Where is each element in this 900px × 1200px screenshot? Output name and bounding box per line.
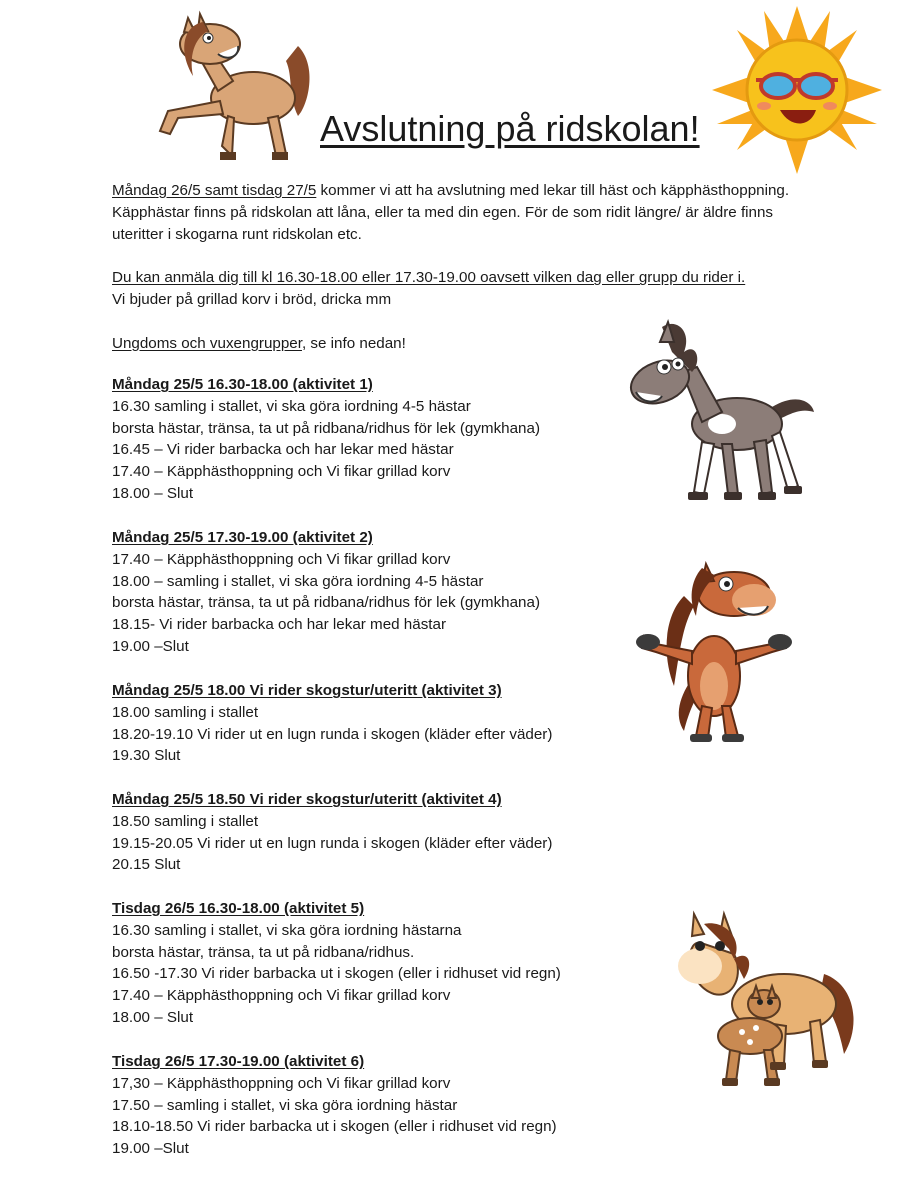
schedule-line: 18.50 samling i stallet <box>112 812 259 830</box>
activity-heading: Tisdag 26/5 17.30-19.00 (aktivitet 6) <box>112 1053 365 1070</box>
schedule-line: 17,30 – Käpphästhoppning och Vi fikar grillad korv <box>112 1074 451 1092</box>
intro-paragraph-1 <box>112 180 852 202</box>
schedule-line: borsta hästar, tränsa, ta ut på ridbana/ridhus för lek (gymkhana) <box>112 594 541 612</box>
schedule-line: 18.00 – samling i stallet, vi ska göra iordning 4-5 hästar <box>112 572 484 590</box>
schedule-line: 17.40 – Käpphästhoppning och Vi fikar grillad korv <box>112 550 451 568</box>
schedule-line: 20.15 Slut <box>112 856 181 874</box>
activity-section-4 <box>112 789 552 876</box>
schedule-line: 19.15-20.05 Vi rider ut en lugn runda i skogen (kläder efter väder) <box>112 834 553 852</box>
activity-heading: Måndag 25/5 18.00 Vi rider skogstur/uteritt (aktivitet 3) <box>112 682 502 699</box>
activity-section-5 <box>112 898 561 1029</box>
activity-heading: Tisdag 26/5 16.30-18.00 (aktivitet 5) <box>112 900 365 917</box>
intro-line-1-rest: kommer vi att ha avslutning med lekar till häst och käpphästhoppning. <box>316 182 790 199</box>
schedule-line: 18.00 – Slut <box>112 484 194 502</box>
schedule-line: 19.30 Slut <box>112 747 181 765</box>
schedule-line: 16.30 samling i stallet, vi ska göra iordning hästarna <box>112 921 462 939</box>
schedule-line: 17.50 – samling i stallet, vi ska göra iordning hästar <box>112 1096 458 1114</box>
intro-dates: Måndag 26/5 samt tisdag 27/5 <box>112 182 317 199</box>
schedule-line: 18.20-19.10 Vi rider ut en lugn runda i skogen (kläder efter väder) <box>112 725 553 743</box>
activity-heading: Måndag 25/5 18.50 Vi rider skogstur/uteritt (aktivitet 4) <box>112 791 502 808</box>
schedule-line: 19.00 –Slut <box>112 1140 189 1158</box>
activity-section-2 <box>112 527 540 658</box>
schedule-line: borsta hästar, tränsa, ta ut på ridbana/ridhus. <box>112 943 415 961</box>
activity-heading: Måndag 25/5 16.30-18.00 (aktivitet 1) <box>112 376 373 393</box>
schedule-line: 19.00 –Slut <box>112 637 189 655</box>
intro-line-3: uteritter i skogarna runt ridskolan etc. <box>112 225 362 243</box>
activity-section-1 <box>112 374 540 505</box>
waving-horse-icon <box>634 556 794 748</box>
signup-info: Du kan anmäla dig till kl 16.30-18.00 eller 17.30-19.00 oavsett vilken dag eller grupp du rider i. <box>112 269 746 287</box>
schedule-line: 18.00 – Slut <box>112 1008 194 1026</box>
activity-heading: Måndag 25/5 17.30-19.00 (aktivitet 2) <box>112 529 373 546</box>
schedule-line: 18.10-18.50 Vi rider barbacka ut i skogen (eller i ridhuset vid regn) <box>112 1118 557 1136</box>
schedule-line: 17.40 – Käpphästhoppning och Vi fikar grillad korv <box>112 987 451 1005</box>
food-info: Vi bjuder på grillad korv i bröd, dricka mm <box>112 291 392 309</box>
schedule-line: 17.40 – Käpphästhoppning och Vi fikar grillad korv <box>112 463 451 481</box>
youth-adult-note: Ungdoms och vuxengrupper, se info nedan! <box>112 334 406 352</box>
schedule-line: borsta hästar, tränsa, ta ut på ridbana/ridhus för lek (gymkhana) <box>112 419 541 437</box>
cartoon-horse-icon <box>148 6 318 168</box>
activity-section-3 <box>112 680 552 767</box>
schedule-line: 16.45 – Vi rider barbacka och har lekar med hästar <box>112 441 454 459</box>
schedule-line: 18.15- Vi rider barbacka och har lekar med hästar <box>112 616 447 634</box>
schedule-line: 16.50 -17.30 Vi rider barbacka ut i skogen (eller i ridhuset vid regn) <box>112 965 561 983</box>
grey-pinto-horse-icon <box>622 312 818 512</box>
sun-with-sunglasses-icon <box>712 6 882 174</box>
intro-line-2: Käpphästar finns på ridskolan att låna, eller ta med din egen. För de som ridit längre/ är äldre finns <box>112 203 774 221</box>
page-title: Avslutning på ridskolan! <box>320 108 700 149</box>
mare-and-foal-icon <box>664 904 864 1094</box>
activity-section-6 <box>112 1051 557 1160</box>
schedule-line: 16.30 samling i stallet, vi ska göra iordning 4-5 hästar <box>112 397 471 415</box>
schedule-line: 18.00 samling i stallet <box>112 703 259 721</box>
